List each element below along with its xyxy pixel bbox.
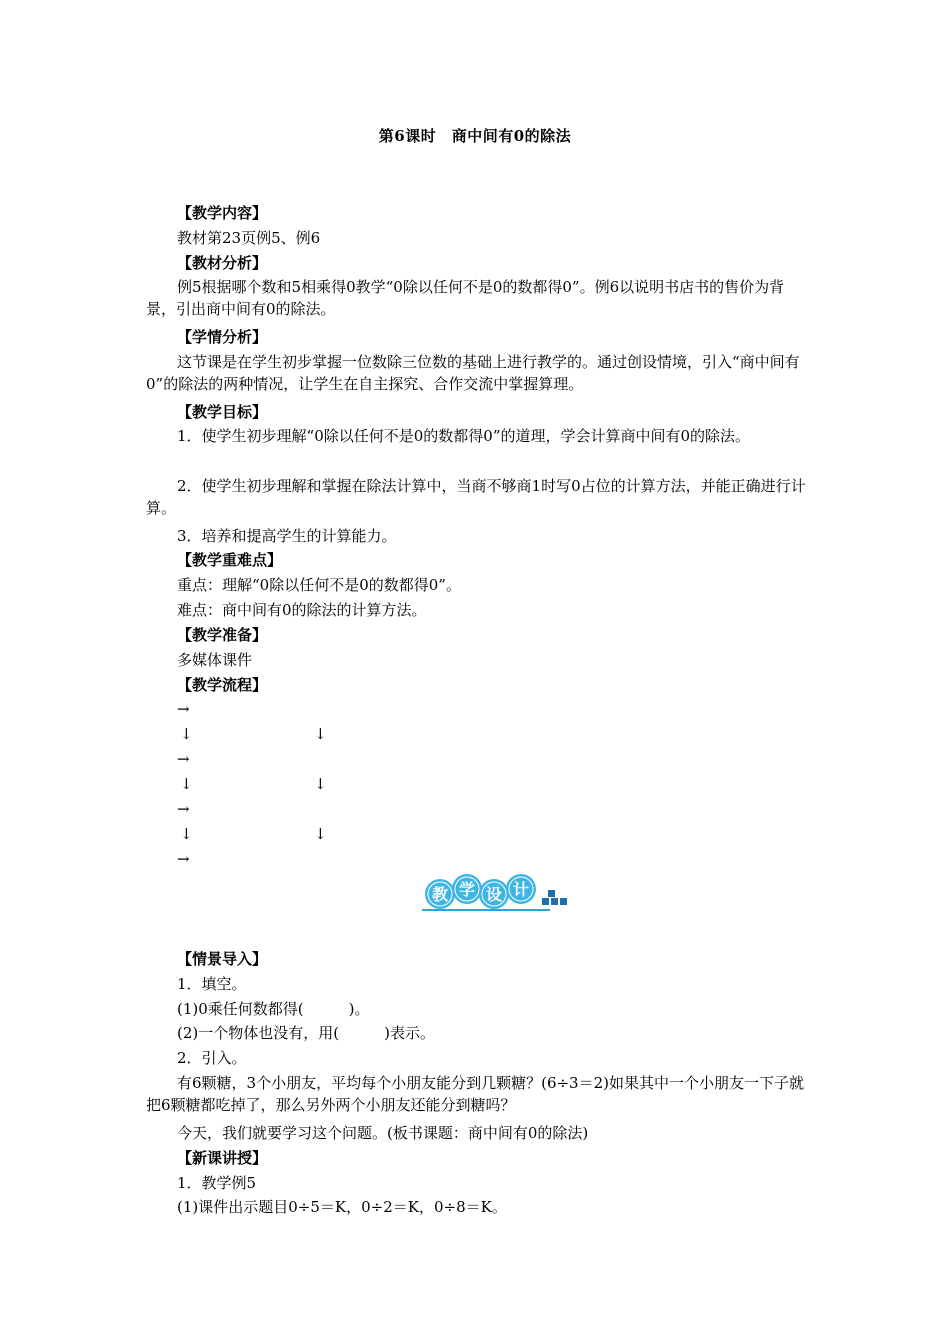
flow-arrow-down: ↓ <box>314 725 327 743</box>
svg-text:学: 学 <box>458 880 476 899</box>
flow-arrow-down: ↓ <box>314 775 327 793</box>
flow-arrow-down: ↓ <box>180 725 193 743</box>
svg-text:教: 教 <box>431 885 449 904</box>
section-heading-prep: 【教学准备】 <box>177 626 268 644</box>
page-title: 第6课时 商中间有0的除法 <box>378 127 572 145</box>
student-paragraph <box>146 351 810 395</box>
new-1-text: 1．教学例5 <box>177 1174 257 1192</box>
section-heading-analysis: 【教材分析】 <box>177 254 268 272</box>
key-point-text: 重点：理解“0除以任何不是0的数都得0”。 <box>177 576 461 594</box>
prep-text: 多媒体课件 <box>177 651 253 669</box>
goal-2-paragraph <box>146 475 810 519</box>
content-text: 教材第23页例5、例6 <box>177 229 321 247</box>
flow-arrow-down: ↓ <box>180 825 193 843</box>
new-1a-text: (1)课件出示题目0÷5＝K，0÷2＝K，0÷8＝K。 <box>177 1198 507 1216</box>
section-heading-intro: 【情景导入】 <box>177 950 268 968</box>
goal-1-text: 1．使学生初步理解“0除以任何不是0的数都得0”的道理，学会计算商中间有0的除法。 <box>177 427 751 445</box>
analysis-text: 例5根据哪个数和5相乘得0教学“0除以任何不是0的数都得0”。例6以说明书店书的售价为背景，引出商中间有0的除法。 <box>146 278 785 318</box>
svg-text:计: 计 <box>512 880 530 899</box>
section-heading-goal: 【教学目标】 <box>177 403 268 421</box>
section-heading-content: 【教学内容】 <box>177 204 268 222</box>
flow-arrow-right: → <box>177 800 190 818</box>
intro-2-text: 2．引入。 <box>177 1049 247 1067</box>
goal-1-paragraph <box>146 425 810 447</box>
difficulty-text: 难点：商中间有0的除法的计算方法。 <box>177 601 427 619</box>
section-heading-key: 【教学重难点】 <box>177 551 283 569</box>
student-text: 这节课是在学生初步掌握一位数除三位数的基础上进行教学的。通过创设情境，引入“商中间有0”的除法的两种情况，让学生在自主探究、合作交流中掌握算理。 <box>146 353 800 393</box>
flow-arrow-right: → <box>177 700 190 718</box>
flow-arrow-down: ↓ <box>314 825 327 843</box>
analysis-paragraph <box>146 276 810 320</box>
intro-2-detail: 有6颗糖，3个小朋友，平均每个小朋友能分到几颗糖？(6÷3＝2)如果其中一个小朋友一下子就把6颗糖都吃掉了，那么另外两个小朋友还能分到糖吗？ <box>146 1074 804 1114</box>
intro-2-paragraph <box>146 1072 810 1116</box>
teaching-design-banner <box>420 874 570 914</box>
goal-2-text: 2．使学生初步理解和掌握在除法计算中，当商不够商1时写0占位的计算方法，并能正确进行计算。 <box>146 477 806 517</box>
flow-arrow-down: ↓ <box>180 775 193 793</box>
intro-1a-text: (1)0乘任何数都得( )。 <box>177 1000 370 1018</box>
section-heading-student: 【学情分析】 <box>177 328 268 346</box>
section-heading-flow: 【教学流程】 <box>177 676 268 694</box>
goal-3-text: 3．培养和提高学生的计算能力。 <box>177 527 397 545</box>
intro-today-text: 今天，我们就要学习这个问题。(板书课题：商中间有0的除法) <box>177 1124 589 1142</box>
svg-text:设: 设 <box>485 885 503 904</box>
flow-arrow-right: → <box>177 850 190 868</box>
flow-arrow-right: → <box>177 750 190 768</box>
intro-1b-text: (2)一个物体也没有，用( )表示。 <box>177 1024 435 1042</box>
section-heading-new: 【新课讲授】 <box>177 1149 268 1167</box>
intro-1-text: 1．填空。 <box>177 975 247 993</box>
